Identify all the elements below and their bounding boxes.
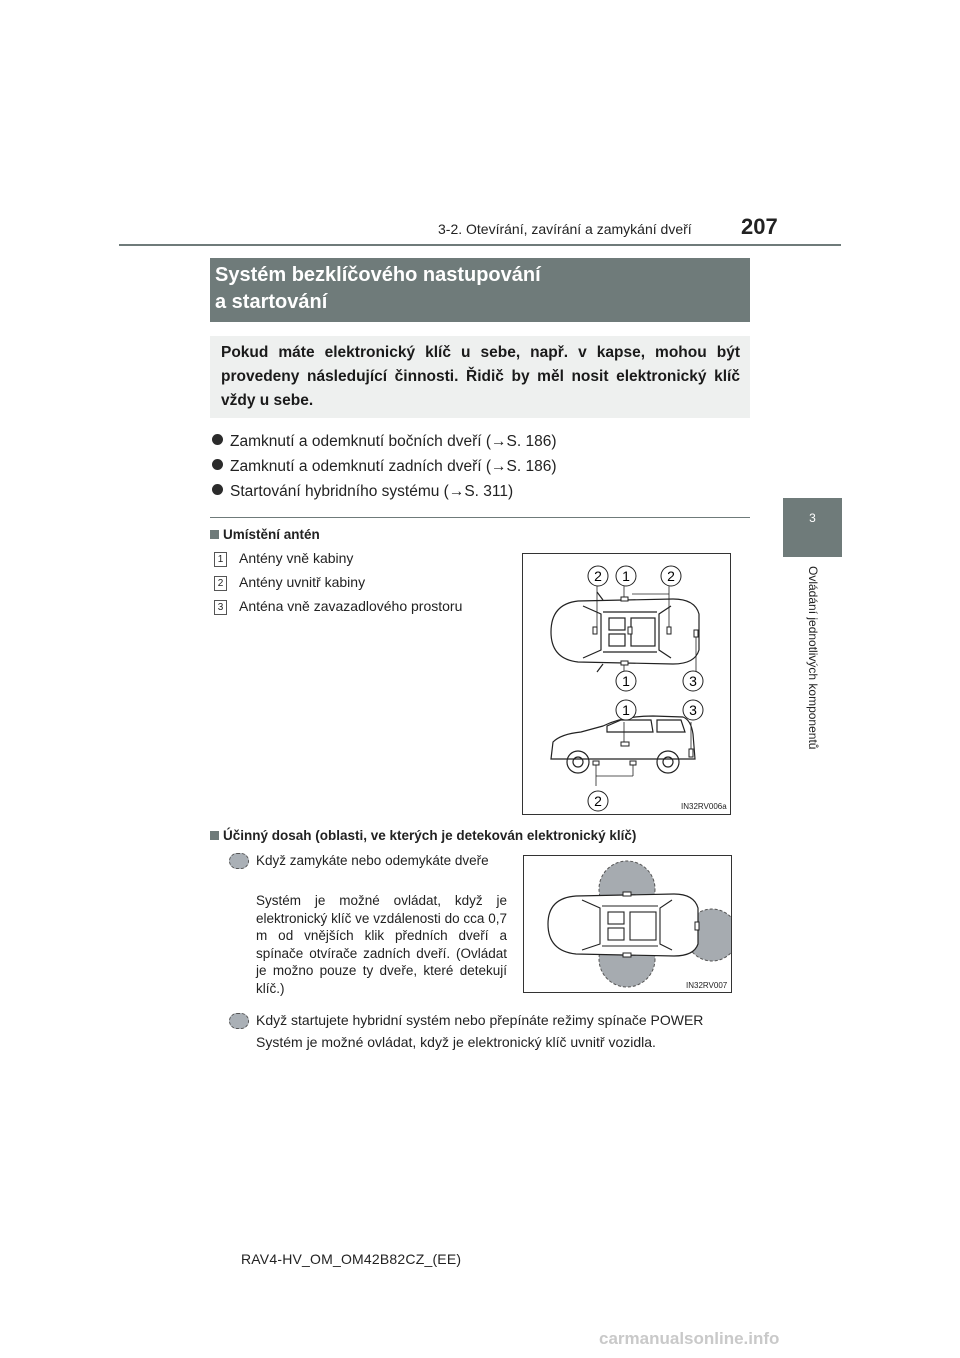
figure-code: IN32RV006a	[681, 802, 727, 811]
section-separator	[210, 517, 750, 518]
antenna-item-label: Antény vně kabiny	[239, 550, 354, 566]
zone-inside-icon	[229, 1013, 249, 1029]
bullet-dot-icon	[212, 459, 223, 470]
intro-text: Pokud máte elektronický klíč u sebe, např. v kapse, mohou být provedeny následující činnosti. Řidič by měl nosit elektronický klíč vždy u sebe.	[210, 336, 750, 418]
svg-text:2: 2	[594, 568, 602, 584]
svg-text:2: 2	[594, 793, 602, 809]
svg-text:1: 1	[622, 702, 630, 718]
square-bullet-icon	[210, 530, 219, 539]
antenna-figure	[522, 553, 731, 815]
antenna-heading: Umístění antén	[210, 527, 320, 542]
zone2-title: Když startujete hybridní systém nebo přepínáte režimy spínače POWER	[256, 1012, 704, 1028]
range-figure	[523, 855, 732, 993]
zone1-text: Systém je možné ovládat, když je elektronický klíč ve vzdálenosti do cca 0,7 m od vnějších klik předních dveří a spínače otvírače zadních dveří. (Ovládat je možno pouze ty dveře, které detekují klíč.)	[256, 893, 507, 996]
zone1-title: Když zamykáte nebo odemykáte dveře	[256, 853, 489, 868]
section-title-line1: Systém bezklíčového nastupování	[215, 264, 541, 286]
svg-text:3: 3	[689, 702, 697, 718]
figure-code: IN32RV007	[686, 981, 728, 990]
svg-text:3: 3	[689, 673, 697, 689]
antenna-item	[214, 598, 462, 615]
antenna-item-label: Anténa vně zavazadlového prostoru	[239, 598, 463, 614]
section-title	[210, 258, 750, 322]
watermark: carmanualsonline.info	[599, 1329, 780, 1348]
figure-callout	[587, 790, 609, 817]
antenna-item	[214, 550, 353, 567]
section-title-line2: a startování	[215, 291, 328, 313]
square-bullet-icon	[210, 831, 219, 840]
figure-callout	[615, 565, 637, 592]
bullet-dot-icon	[212, 434, 223, 445]
antenna-item-label: Antény uvnitř kabiny	[239, 574, 366, 590]
figure-callout	[682, 699, 704, 726]
bullet-text: Zamknutí a odemknutí zadních dveří (→S. 186)	[230, 458, 557, 475]
svg-text:2: 2	[667, 568, 675, 584]
header-rule	[119, 244, 841, 246]
section-header: 3-2. Otevírání, zavírání a zamykání dveří	[438, 221, 692, 237]
footer-code: RAV4-HV_OM_OM42B82CZ_(EE)	[241, 1251, 462, 1267]
bullet-item	[212, 483, 513, 501]
bullet-item	[212, 433, 557, 451]
zone2-text: Systém je možné ovládat, když je elektronický klíč uvnitř vozidla.	[256, 1034, 656, 1050]
number-badge: 1	[214, 552, 227, 567]
figure-callout	[682, 670, 704, 697]
range-heading: Účinný dosah (oblasti, ve kterých je detekován elektronický klíč)	[210, 828, 636, 843]
svg-text:1: 1	[622, 673, 630, 689]
bullet-text: Zamknutí a odemknutí bočních dveří (→S. 186)	[230, 433, 557, 450]
page-number: 207	[741, 214, 778, 239]
figure-callout	[615, 670, 637, 697]
number-badge: 3	[214, 600, 227, 615]
chapter-tab: 3	[783, 498, 842, 557]
figure-callout	[587, 565, 609, 592]
zone-outside-icon	[229, 853, 249, 869]
svg-text:1: 1	[622, 568, 630, 584]
chapter-label: Ovládání jednotlivých komponentů	[806, 566, 820, 750]
bullet-item	[212, 458, 557, 476]
car-range-diagram	[524, 856, 731, 992]
figure-callout	[615, 699, 637, 726]
number-badge: 2	[214, 576, 227, 591]
bullet-dot-icon	[212, 484, 223, 495]
figure-callout	[660, 565, 682, 592]
antenna-item	[214, 574, 365, 591]
bullet-text: Startování hybridního systému (→S. 311)	[230, 483, 514, 500]
